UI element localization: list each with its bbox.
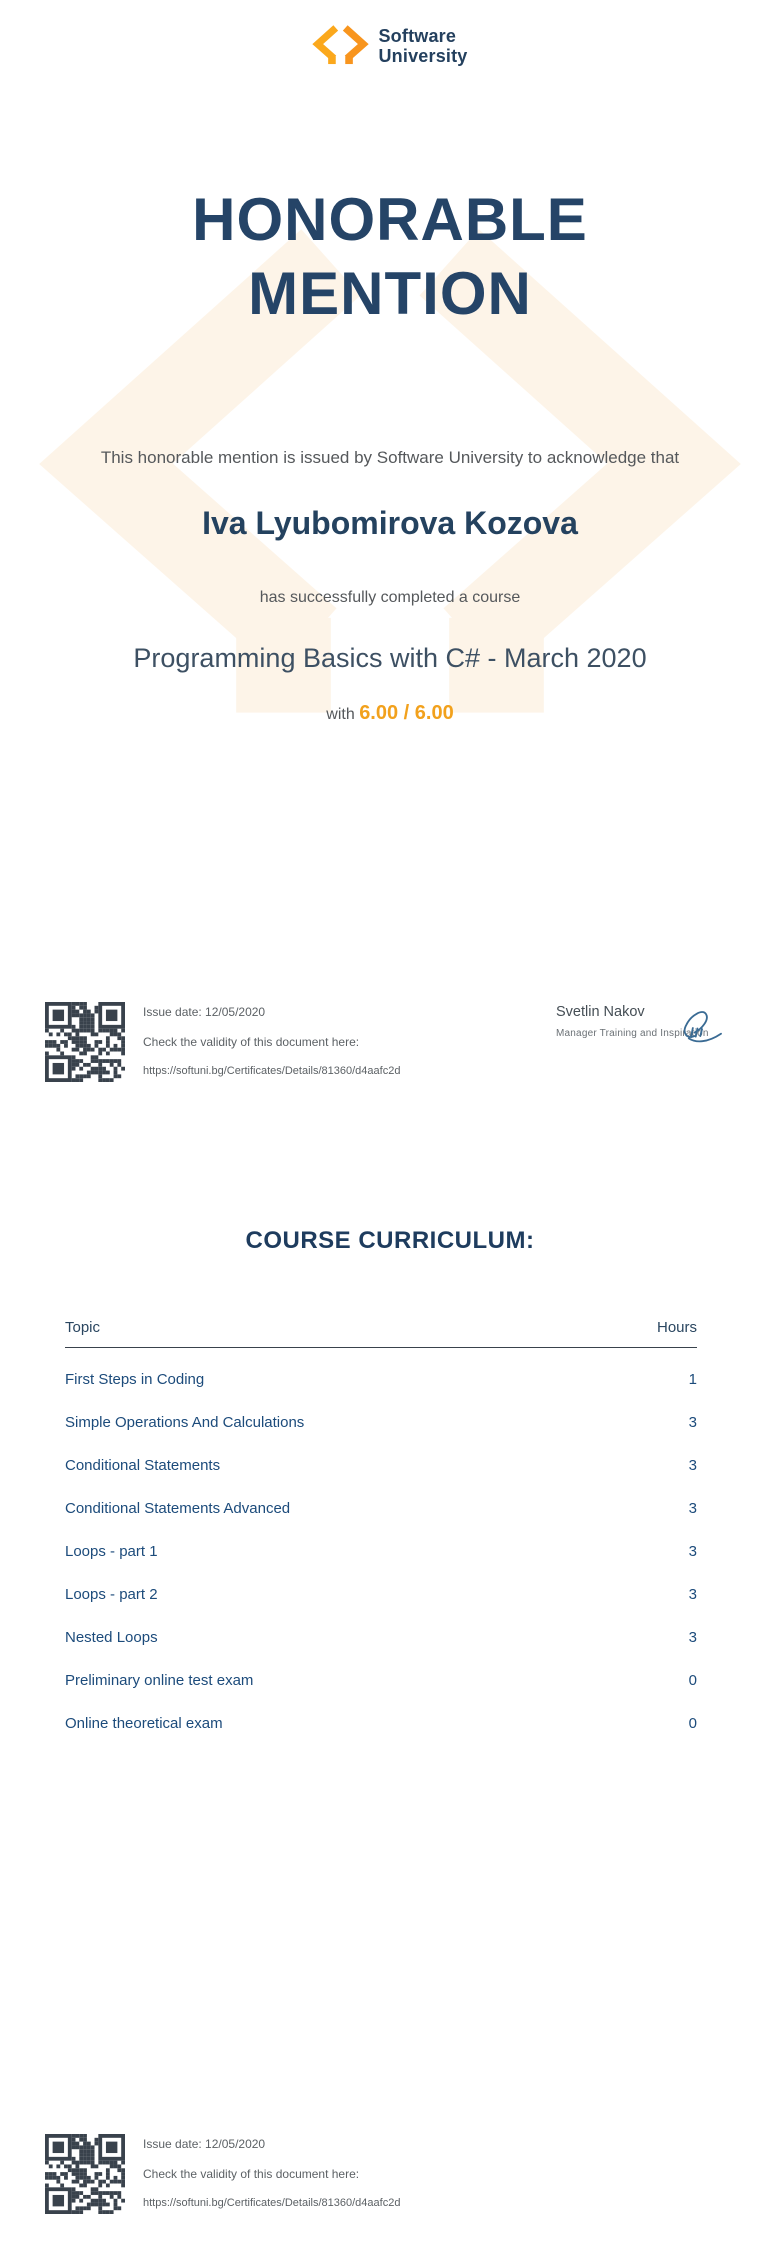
qr-code	[45, 1002, 125, 1082]
row-hours: 3	[688, 1586, 697, 1603]
curriculum-heading: COURSE CURRICULUM:	[245, 1227, 535, 1254]
qr-code	[45, 2134, 125, 2214]
validity-url-link[interactable]: https://softuni.bg/Certificates/Details/81360/d4aafc2d	[143, 1065, 401, 1077]
curriculum-table	[65, 1308, 697, 1745]
softuni-logo-text	[378, 26, 467, 66]
validity-text	[143, 1005, 400, 1079]
completed-text: has successfully completed a course	[259, 589, 521, 606]
row-hours: 3	[688, 1457, 697, 1474]
table-row	[65, 1487, 697, 1530]
row-topic: Online theoretical exam	[65, 1715, 223, 1732]
row-hours: 3	[688, 1629, 697, 1646]
row-topic: Nested Loops	[65, 1629, 158, 1646]
table-row	[65, 1573, 697, 1616]
row-topic: Loops - part 1	[65, 1543, 158, 1560]
validity-check-text: Check the validity of this document here:	[143, 1035, 360, 1049]
table-row	[65, 1358, 697, 1401]
logo-text-line1: Software	[378, 26, 457, 46]
row-topic: Simple Operations And Calculations	[65, 1414, 305, 1431]
softuni-logo	[0, 24, 780, 68]
table-row	[65, 1659, 697, 1702]
signatory-name: Svetlin Nakov	[556, 1004, 645, 1020]
curriculum-table-header	[65, 1308, 697, 1348]
grade-value: 6.00 / 6.00	[359, 702, 454, 724]
table-row	[65, 1401, 697, 1444]
table-row	[65, 1616, 697, 1659]
row-topic: Preliminary online test exam	[65, 1672, 254, 1689]
row-topic: First Steps in Coding	[65, 1371, 205, 1388]
softuni-logo-icon	[312, 24, 369, 68]
column-hours: Hours	[656, 1319, 697, 1336]
grade-prefix: with	[326, 706, 360, 723]
certificate-title-line1: HONORABLE	[192, 186, 588, 253]
validity-text	[143, 2137, 400, 2211]
validity-url-link[interactable]: https://softuni.bg/Certificates/Details/81360/d4aafc2d	[143, 2197, 401, 2209]
row-topic: Loops - part 2	[65, 1586, 158, 1603]
row-hours: 3	[688, 1414, 697, 1431]
certificate-title-line2: MENTION	[248, 260, 532, 327]
row-hours: 3	[688, 1543, 697, 1560]
logo-text-line2: University	[378, 46, 468, 66]
grade-line	[0, 702, 780, 725]
curriculum-rows	[65, 1348, 697, 1745]
recipient-name: Iva Lyubomirova Kozova	[202, 505, 578, 541]
certificate-title	[0, 183, 780, 331]
signature-scribble	[672, 1005, 724, 1051]
row-topic: Conditional Statements	[65, 1457, 221, 1474]
certificate-intro: This honorable mention is issued by Software University to acknowledge that	[100, 448, 680, 467]
validity-check-text: Check the validity of this document here:	[143, 2167, 360, 2181]
course-name: Programming Basics with C# - March 2020	[133, 643, 647, 673]
table-row	[65, 1702, 697, 1745]
row-topic: Conditional Statements Advanced	[65, 1500, 291, 1517]
row-hours: 1	[688, 1371, 697, 1388]
table-row	[65, 1444, 697, 1487]
column-topic: Topic	[65, 1319, 101, 1336]
row-hours: 3	[688, 1500, 697, 1517]
row-hours: 0	[688, 1672, 697, 1689]
issue-date: Issue date: 12/05/2020	[143, 1005, 266, 1019]
issue-date: Issue date: 12/05/2020	[143, 2137, 266, 2151]
table-row	[65, 1530, 697, 1573]
row-hours: 0	[688, 1715, 697, 1732]
signatory-role: Manager Training and Inspiration	[556, 1028, 709, 1039]
